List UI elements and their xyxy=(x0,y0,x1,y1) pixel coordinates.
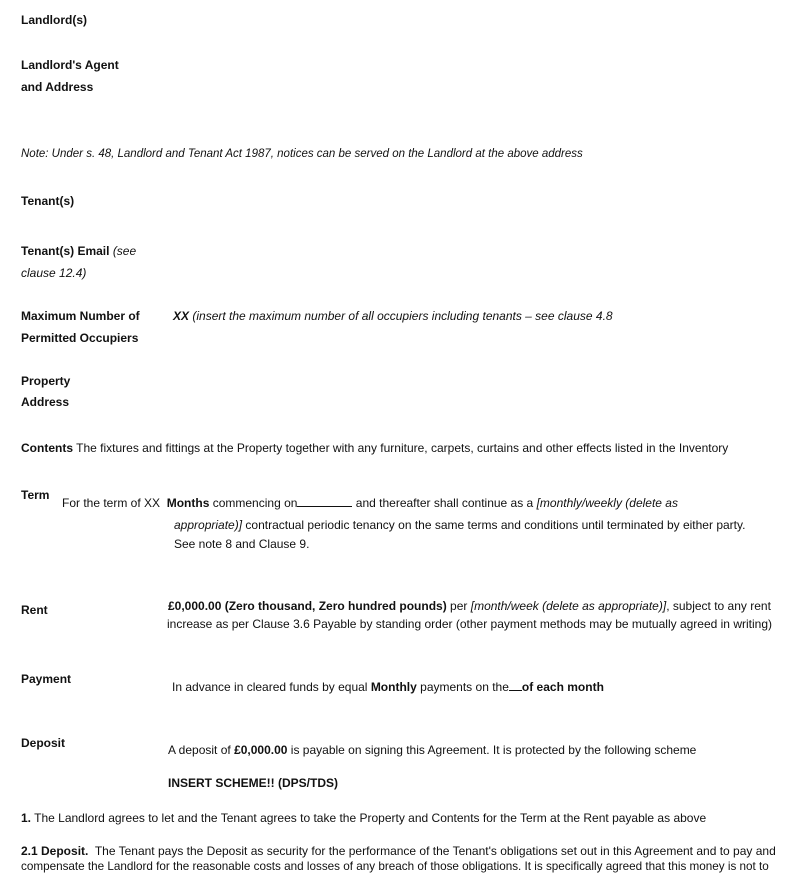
deposit-label: Deposit xyxy=(21,736,66,750)
term-line3: See note 8 and Clause 9. xyxy=(174,537,310,551)
rent-line1: £0,000.00 (Zero thousand, Zero hundred pounds) per [month/week (delete as appropriate)], subject to any rent xyxy=(168,599,771,613)
clause-1: 1. The Landlord agrees to let and the Tenant agrees to take the Property and Contents for the Term at the Rent payable as above xyxy=(21,811,707,825)
payment-text: In advance in cleared funds by equal Monthly payments on the of each month xyxy=(172,680,604,694)
term-line2: appropriate)] contractual periodic tenancy on the same terms and conditions until terminated by either party. xyxy=(174,518,746,532)
rent-line2: increase as per Clause 3.6 Payable by standing order (other payment methods may be mutually agreed in writing) xyxy=(167,617,772,631)
deposit-text: A deposit of £0,000.00 is payable on signing this Agreement. It is protected by the following scheme xyxy=(168,743,697,757)
rent-label: Rent xyxy=(21,603,48,617)
term-label: Term xyxy=(21,488,50,502)
term-line1: For the term of XX Months commencing on and thereafter shall continue as a [monthly/weekly (delete as xyxy=(62,496,678,510)
landlord-label: Landlord(s) xyxy=(21,13,87,27)
tenant-email-clause: clause 12.4) xyxy=(21,266,87,280)
payment-label: Payment xyxy=(21,672,72,686)
agent-label-line1: Landlord's Agent xyxy=(21,58,119,72)
contents-row: Contents The fixtures and fittings at the Property together with any furniture, carpets, curtains and other effects listed in the Inventory xyxy=(21,441,729,455)
tenant-email-label: Tenant(s) Email (see xyxy=(21,244,137,258)
occupiers-value: XX (insert the maximum number of all occupiers including tenants – see clause 4.8 xyxy=(173,309,613,323)
day-blank xyxy=(509,690,522,691)
clause-2-1-line2: compensate the Landlord for the reasonable costs and losses of any breach of those obligations. It is specifically agreed that this money is not to xyxy=(21,860,769,873)
landlord-note: Note: Under s. 48, Landlord and Tenant Act 1987, notices can be served on the Landlord at the above address xyxy=(21,148,583,160)
clause-2-1-line1: 2.1 Deposit. The Tenant pays the Deposit as security for the performance of the Tenant's obligations set out in this Agreement and to pay and xyxy=(21,844,776,858)
occupiers-label-line1: Maximum Number of xyxy=(21,309,140,323)
agent-label-line2: and Address xyxy=(21,80,94,94)
deposit-scheme: INSERT SCHEME!! (DPS/TDS) xyxy=(168,776,339,790)
tenant-label: Tenant(s) xyxy=(21,194,75,208)
property-label-line1: Property xyxy=(21,374,71,388)
date-blank xyxy=(297,506,352,507)
occupiers-label-line2: Permitted Occupiers xyxy=(21,331,139,345)
property-label-line2: Address xyxy=(21,395,70,409)
